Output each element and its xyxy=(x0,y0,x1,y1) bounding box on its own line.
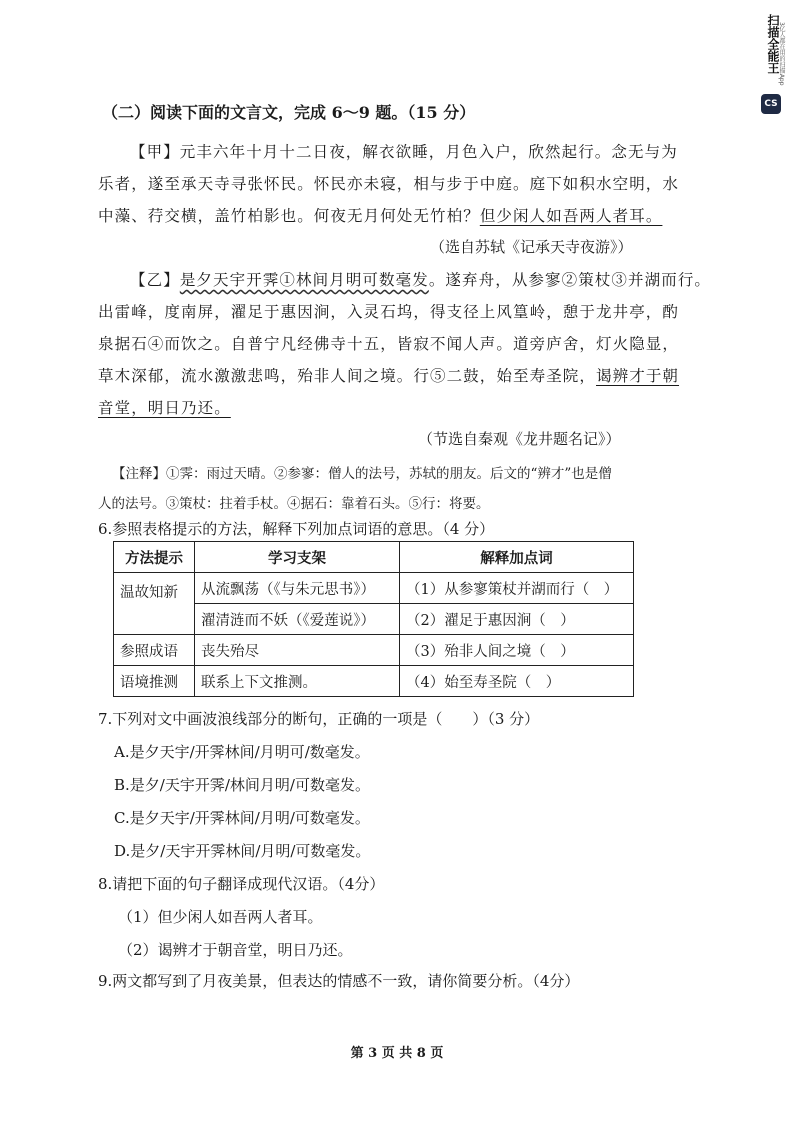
scanner-watermark xyxy=(758,14,784,110)
passage-yi-line-4-text: 草木深郁，流水激激悲鸣，殆非人间之境。行⑤二鼓，始至寿圣院， xyxy=(98,367,597,385)
brand-logo-icon: CS xyxy=(761,94,781,114)
passage-yi-line-2: 出雷峰，度南屏，濯足于惠因涧，入灵石坞，得支径上风篁岭，憩于龙井亭，酌 xyxy=(98,303,680,321)
table-cell-item: （1）从参寥策杖并湖而行（ ） xyxy=(400,573,634,604)
question-7-option-d: D.是夕/天宇开霁林间/月明/可数毫发。 xyxy=(114,842,371,860)
question-8-item-1: （1）但少闲人如吾两人者耳。 xyxy=(118,908,323,926)
underlined-sentence-yi-part-1: 谒辨才于朝 xyxy=(596,367,680,385)
passage-yi-line-1 xyxy=(130,268,711,290)
table-header-row xyxy=(114,542,634,573)
table-cell-scaffold: 濯清涟而不妖（《爱莲说》） xyxy=(195,604,400,635)
wavy-underlined-sentence: 是夕天宇开霁①林间月明可数毫发 xyxy=(179,271,429,289)
notes-line-2: 人的法号。③策杖：拄着手杖。④据石：靠着石头。⑤行：将要。 xyxy=(98,496,490,512)
brand-name: 扫描全能王 xyxy=(766,14,780,74)
table-cell-scaffold: 丧失殆尽 xyxy=(195,635,400,666)
table-cell-item: （2）濯足于惠因涧（ ） xyxy=(400,604,634,635)
question-8-prompt: 8.请把下面的句子翻译成现代汉语。（4分） xyxy=(98,875,385,893)
passage-jia-line-2: 乐者，遂至承天寺寻张怀民。怀民亦未寝，相与步于中庭。庭下如积水空明，水 xyxy=(98,175,680,193)
passage-jia-line-1: 【甲】元丰六年十月十二日夜，解衣欲睡，月色入户，欣然起行。念无与为 xyxy=(130,143,678,161)
passage-yi-line-3: 泉据石④而饮之。自普宁凡经佛寺十五，皆寂不闻人声。道旁庐舍，灯火隐显， xyxy=(98,335,680,353)
table-header: 方法提示 xyxy=(114,542,195,573)
table-cell-method: 参照成语 xyxy=(114,635,195,666)
table-header: 解释加点词 xyxy=(400,542,634,573)
passage-yi-line-4 xyxy=(98,364,679,386)
question-7-prompt: 7.下列对文中画波浪线部分的断句，正确的一项是（ ）（3 分） xyxy=(98,710,540,728)
brand-tagline: 3亿人都在用的扫描App xyxy=(778,22,785,86)
question-7-option-a: A.是夕天宇/开霁林间/月明可/数毫发。 xyxy=(114,743,370,761)
passage-jia-source: （选自苏轼《记承天寺夜游》） xyxy=(430,238,633,256)
underlined-sentence-jia: 但少闲人如吾两人者耳。 xyxy=(479,207,663,225)
question-9-prompt: 9.两文都写到了月夜美景，但表达的情感不一致，请你简要分析。（4分） xyxy=(98,972,580,990)
question-6-prompt: 6.参照表格提示的方法，解释下列加点词语的意思。（4 分） xyxy=(98,520,495,538)
question-8-item-2: （2）谒辨才于朝音堂，明日乃还。 xyxy=(118,941,353,959)
passage-yi-line-1-rest: 。遂弃舟，从参寥②策杖③并湖而行。 xyxy=(428,271,712,289)
passage-yi-source: （节选自秦观《龙井题名记》） xyxy=(418,430,621,448)
notes-line-1: 【注释】①霁：雨过天晴。②参寥：僧人的法号，苏轼的朋友。后文的“辨才”也是僧 xyxy=(112,466,612,482)
passage-yi-line-5 xyxy=(98,396,231,418)
section-heading: （二）阅读下面的文言文，完成 6～9 题。（15 分） xyxy=(102,103,476,122)
question-7-option-b: B.是夕/天宇开霁/林间月明/可数毫发。 xyxy=(114,776,370,794)
method-table xyxy=(113,541,634,697)
table-cell-scaffold: 从流飘荡（《与朱元思书》） xyxy=(195,573,400,604)
table-cell-method: 温故知新 xyxy=(114,573,195,635)
question-7-option-c: C.是夕天宇/开霁林间/月明/可数毫发。 xyxy=(114,809,370,827)
table-cell-scaffold: 联系上下文推测。 xyxy=(195,666,400,697)
table-cell-item: （4）始至寿圣院（ ） xyxy=(400,666,634,697)
table-row xyxy=(114,635,634,666)
table-cell-method: 语境推测 xyxy=(114,666,195,697)
table-cell-item: （3）殆非人间之境（ ） xyxy=(400,635,634,666)
table-header: 学习支架 xyxy=(195,542,400,573)
underlined-sentence-yi-part-2: 音堂，明日乃还。 xyxy=(98,399,231,417)
passage-yi-label: 【乙】 xyxy=(130,271,180,289)
passage-jia-line-3 xyxy=(98,204,662,226)
table-row xyxy=(114,573,634,604)
table-row xyxy=(114,666,634,697)
page-number: 第 3 页 共 8 页 xyxy=(350,1046,444,1061)
passage-jia-line-3-text: 中藻、荇交横，盖竹柏影也。何夜无月何处无竹柏？ xyxy=(98,207,480,225)
